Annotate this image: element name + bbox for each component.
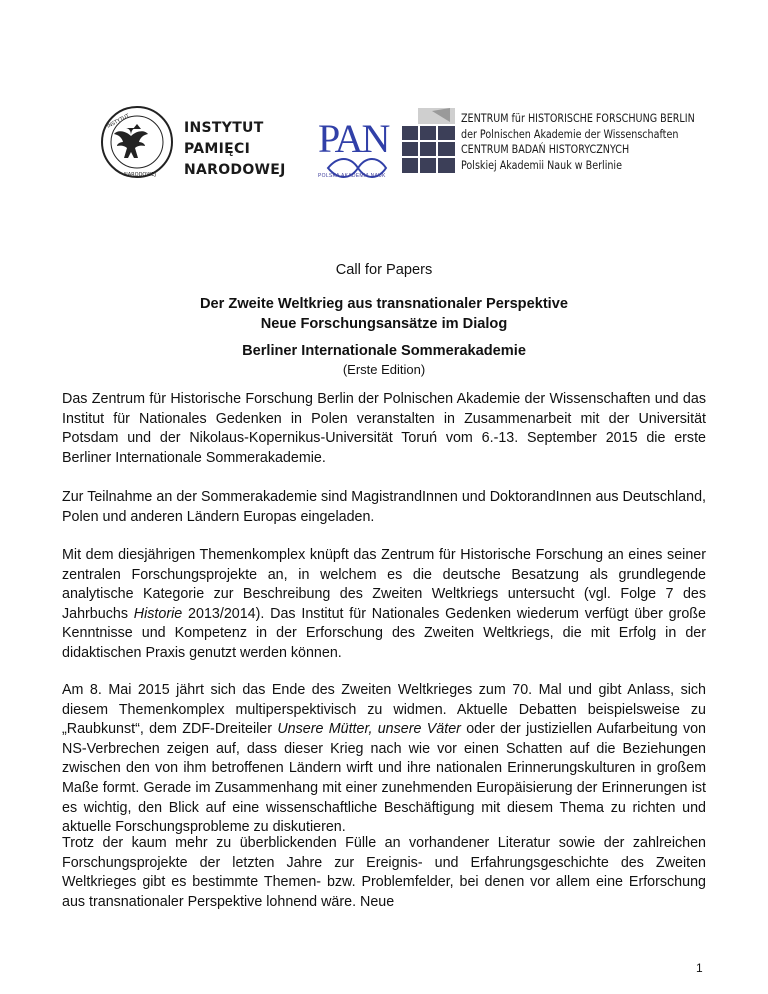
- zfh-grid-icon: [402, 108, 455, 173]
- paragraph-1: [62, 390, 706, 468]
- call-for-papers-heading: Call for Papers: [335, 262, 433, 278]
- event-name: Berliner Internationale Sommerakademie: [242, 343, 526, 359]
- emphasis: Unsere Mütter, unsere Väter: [277, 721, 461, 738]
- text-run: Am 8. Mai 2015 jährt sich das Ende des Zweiten Weltkrieges zum 70. Mal und gibt Anlass, sich diesem Themenkomplex multiperspektivisch zu widmen. Aktuelle Debatten beispielsweise zu „Raubkunst“, dem ZDF-Dreiteiler: [62, 682, 706, 738]
- paragraph-4: [62, 681, 706, 838]
- paragraph-2: [62, 488, 706, 527]
- paragraph-text: Das Zentrum für Historische Forschung Berlin der Polnischen Akademie der Wissenschaften und das Institut für Nationales Gedenken in Polen veranstalten in Zusammenarbeit mit der Universität Potsdam und der Nikolaus-Kopernikus-Universität Toruń vom 6.-13. September 2015 die erste Berliner Internationale Sommerakademie.: [62, 391, 706, 466]
- text-run: oder der justiziellen Aufarbeitung von NS-Verbrechen zeigen auf, dass dieser Krieg nach wie vor einen Schatten auf die Beziehungen zwischen den von ihm betroffenen Ländern wirft und ihre nationalen Erinnerungskulturen in großem Maße formt. Gerade im Zusammenhang mit einer zunehmenden Europäisierung der Erinnerungen ist es wichtig, den Blick auf eine wissenschaftliche Beschäftigung mit diesem Thema zu richten und aktuelle Forschungsprobleme zu diskutieren.: [62, 721, 707, 836]
- pan-mark: PAN: [318, 116, 389, 161]
- zfh-line: CENTRUM BADAŃ HISTORYCZNYCH: [461, 142, 630, 157]
- ipn-line: INSTYTUT: [184, 120, 264, 136]
- ipn-line: NARODOWEJ: [184, 162, 286, 178]
- zfh-line: ZENTRUM für HISTORISCHE FORSCHUNG BERLIN: [461, 111, 695, 125]
- title-line: Neue Forschungsansätze im Dialog: [260, 316, 508, 332]
- title-line: Der Zweite Weltkrieg aus transnationaler Perspektive: [200, 296, 568, 312]
- page-number: 1: [696, 961, 703, 975]
- paragraph-3: [62, 546, 706, 664]
- svg-text:NARODOWEJ: NARODOWEJ: [124, 172, 156, 178]
- document-title: [62, 294, 706, 334]
- zfh-logo-text: [461, 111, 739, 173]
- pan-caption: POLSKA AKADEMIA NAUK: [318, 173, 386, 179]
- zfh-line: Polskiej Akademii Nauk w Berlinie: [461, 157, 622, 172]
- paragraph-text: Zur Teilnahme an der Sommerakademie sind MagistrandInnen und DoktorandInnen aus Deutschland, Polen und anderen Ländern Europas eingeladen.: [62, 489, 706, 525]
- svg-text:INSTYTUT: INSTYTUT: [106, 113, 131, 130]
- paragraph-text: Trotz der kaum mehr zu überblickenden Fülle an vorhandener Literatur sowie der zahlreichen Forschungsprojekte der letzten Jahre zur Ereignis- und Erfahrungsgeschichte des Zweiten Weltkrieges gibt es bestimmte Themen- bzw. Problemfelder, bei denen vor allem eine Erforschung aus transnationaler Perspektive lohnend wäre. Neue: [62, 835, 706, 910]
- ipn-logo-text: [184, 118, 286, 181]
- header-logos: [0, 0, 768, 200]
- eagle-seal-icon: [100, 104, 174, 180]
- paragraph-5: [62, 834, 706, 912]
- zfh-line: der Polnischen Akademie der Wissenschaften: [461, 126, 679, 141]
- text-run: Mit dem diesjährigen Themenkomplex knüpft das Zentrum für Historische Forschung an eines seiner zentralen Forschungsprojekte an, in welchem es die deutsche Besatzung als grundlegende analytische Kategorie zur Beschreibung des Zweiten Weltkriegs untersucht (vgl. Folge 7 des Jahrbuchs: [62, 547, 706, 622]
- emphasis: Historie: [133, 605, 183, 622]
- paragraph-text: [62, 546, 706, 664]
- text-run: 2013/2014). Das Institut für Nationales Gedenken wiederum verfügt über große Kenntnisse und Kompetenz in der Erforschung des Zweiten Weltkriegs, die mit Erfolg in der didaktischen Praxis genutzt werden können.: [62, 605, 706, 661]
- ipn-line: PAMIĘCI: [184, 141, 251, 157]
- edition-label: (Erste Edition): [342, 362, 426, 377]
- paragraph-text: [62, 681, 706, 838]
